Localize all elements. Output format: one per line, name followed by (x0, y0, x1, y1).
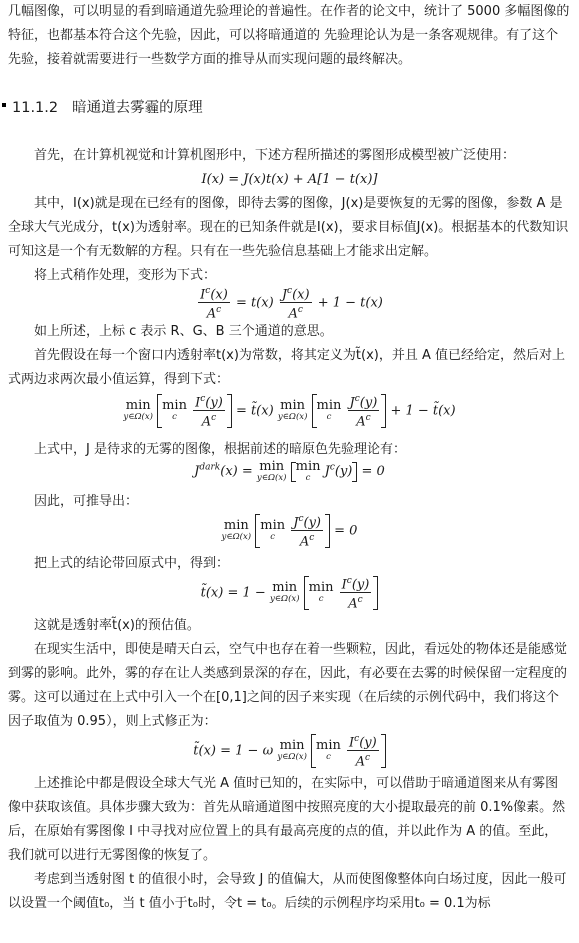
equation-7: t̃(x) = 1 − ω min y∈Ω(x) min c $\frac{I^c(y)}{A^c}$ (0, 732, 579, 770)
paragraph-12: 考虑到当透射图 t 的值很小时，会导致 J 的值偏大，从而使图像整体向白场过度，因此一般可以设置一个阈值t₀，当 t 值小于t₀时，令t = t₀。后续的示例程序均采用t₀ = 0.1为标 (8, 872, 567, 911)
intro-paragraph: 几幅图像，可以明显的看到暗通道先验理论的普遍性。在作者的论文中，统计了 5000 多幅图像的特征，也都基本符合这个先验，因此，可以将暗通道的 先验理论认为是一条客观规律。有了这个先验，接着就需要进行一些数学方面的推导从而实现问题的最终解决。 (8, 4, 570, 67)
equation-2: $\frac{I^c(x)}{A^c}$ = t(x) $\frac{J^c(x)}{A^c}$ + 1 − t(x) (200, 286, 383, 322)
paragraph-10: 在现实生活中，即使是晴天白云，空气中也存在着一些颗粒，因此，看远处的物体还是能感觉到雾的影响。此外，雾的存在让人类感到景深的存在，因此，有必要在去雾的时候保留一定程度的雾。这可以通过在上式中引入一个在[0,1]之间的因子来实现（在后续的示例代码中，我们将这个因子取值为 0.95），则上式修正为： (8, 642, 568, 729)
paragraph-4: 如上所述，上标 c 表示 R、G、B 三个通道的意思。 (34, 324, 333, 339)
equation-5: min y∈Ω(x) min c $\frac{J^c(y)}{A^c}$ = 0 (221, 514, 358, 550)
paragraph-11: 上述推论中都是假设全球大气光 A 值时已知的，在实际中，可以借助于暗通道图来从有雾图像中获取该值。具体步骤大致为：首先从暗通道图中按照亮度的大小提取最亮的前 0.1%像素。然后，在原始有雾图像 I 中寻找对应位置上的具有最高亮度的点的值，并以此作为 A 的值。至此，我们就可以进行无雾图像的恢复了。 (8, 776, 566, 863)
paragraph-1: 首先，在计算机视觉和计算机图形中，下述方程所描述的雾图形成模型被广泛使用： (34, 148, 516, 163)
equation-6: t̃(x) = 1 − min y∈Ω(x) min c $\frac{I^c(y)}{A^c}$ (0, 574, 579, 612)
paragraph-8: 把上式的结论带回原式中，得到： (34, 556, 230, 571)
section-number: 11.1.2 (12, 100, 59, 116)
paragraph-7: 因此，可推导出： (34, 494, 139, 509)
paragraph-2: 其中，I(x)就是现在已经有的图像，即待去雾的图像，J(x)是要恢复的无雾的图像，参数 A 是全球大气光成分，t(x)为透射率。现在的已知条件就是I(x)，要求目标值J(x)。根据基本的代数知识可知这是一个有无数解的方程。只有在一些先验信息基础上才能求出定解。 (8, 196, 569, 259)
equation-1: I(x) = J(x)t(x) + A[1 − t(x)] (201, 172, 378, 187)
fraction-jc-over-ac: $\frac{J^c(x)}{A^c}$ (281, 286, 310, 322)
equation-3: min y∈Ω(x) min c $\frac{I^c(y)}{A^c}$ = t̃(x) min y∈Ω(x) min c $\frac{J^c(y)}{A^c}$ + 1 − t̃(x) (123, 394, 456, 430)
paragraph-5: 首先假设在每一个窗口内透射率t(x)为常数，将其定义为t̃(x)，并且 A 值已经给定，然后对上式两边求两次最小值运算，得到下式： (8, 348, 566, 387)
heading-bullet-icon (2, 103, 6, 107)
fraction-ic-over-ac: $\frac{I^c(x)}{A^c}$ (200, 286, 228, 322)
paragraph-9: 这就是透射率t̃(x)的预估值。 (34, 618, 200, 633)
equation-4: $J^{dark}(x)$ = min y∈Ω(x) min c $J^c(y) = 0$ (194, 459, 385, 483)
paragraph-6: 上式中，J 是待求的无雾的图像，根据前述的暗原色先验理论有： (34, 442, 406, 457)
min-operator: min y∈Ω(x) (123, 398, 153, 423)
paragraph-3: 将上式稍作处理，变形为下式： (34, 268, 217, 283)
section-title: 暗通道去雾霾的原理 (72, 100, 203, 116)
section-heading (2, 97, 203, 119)
